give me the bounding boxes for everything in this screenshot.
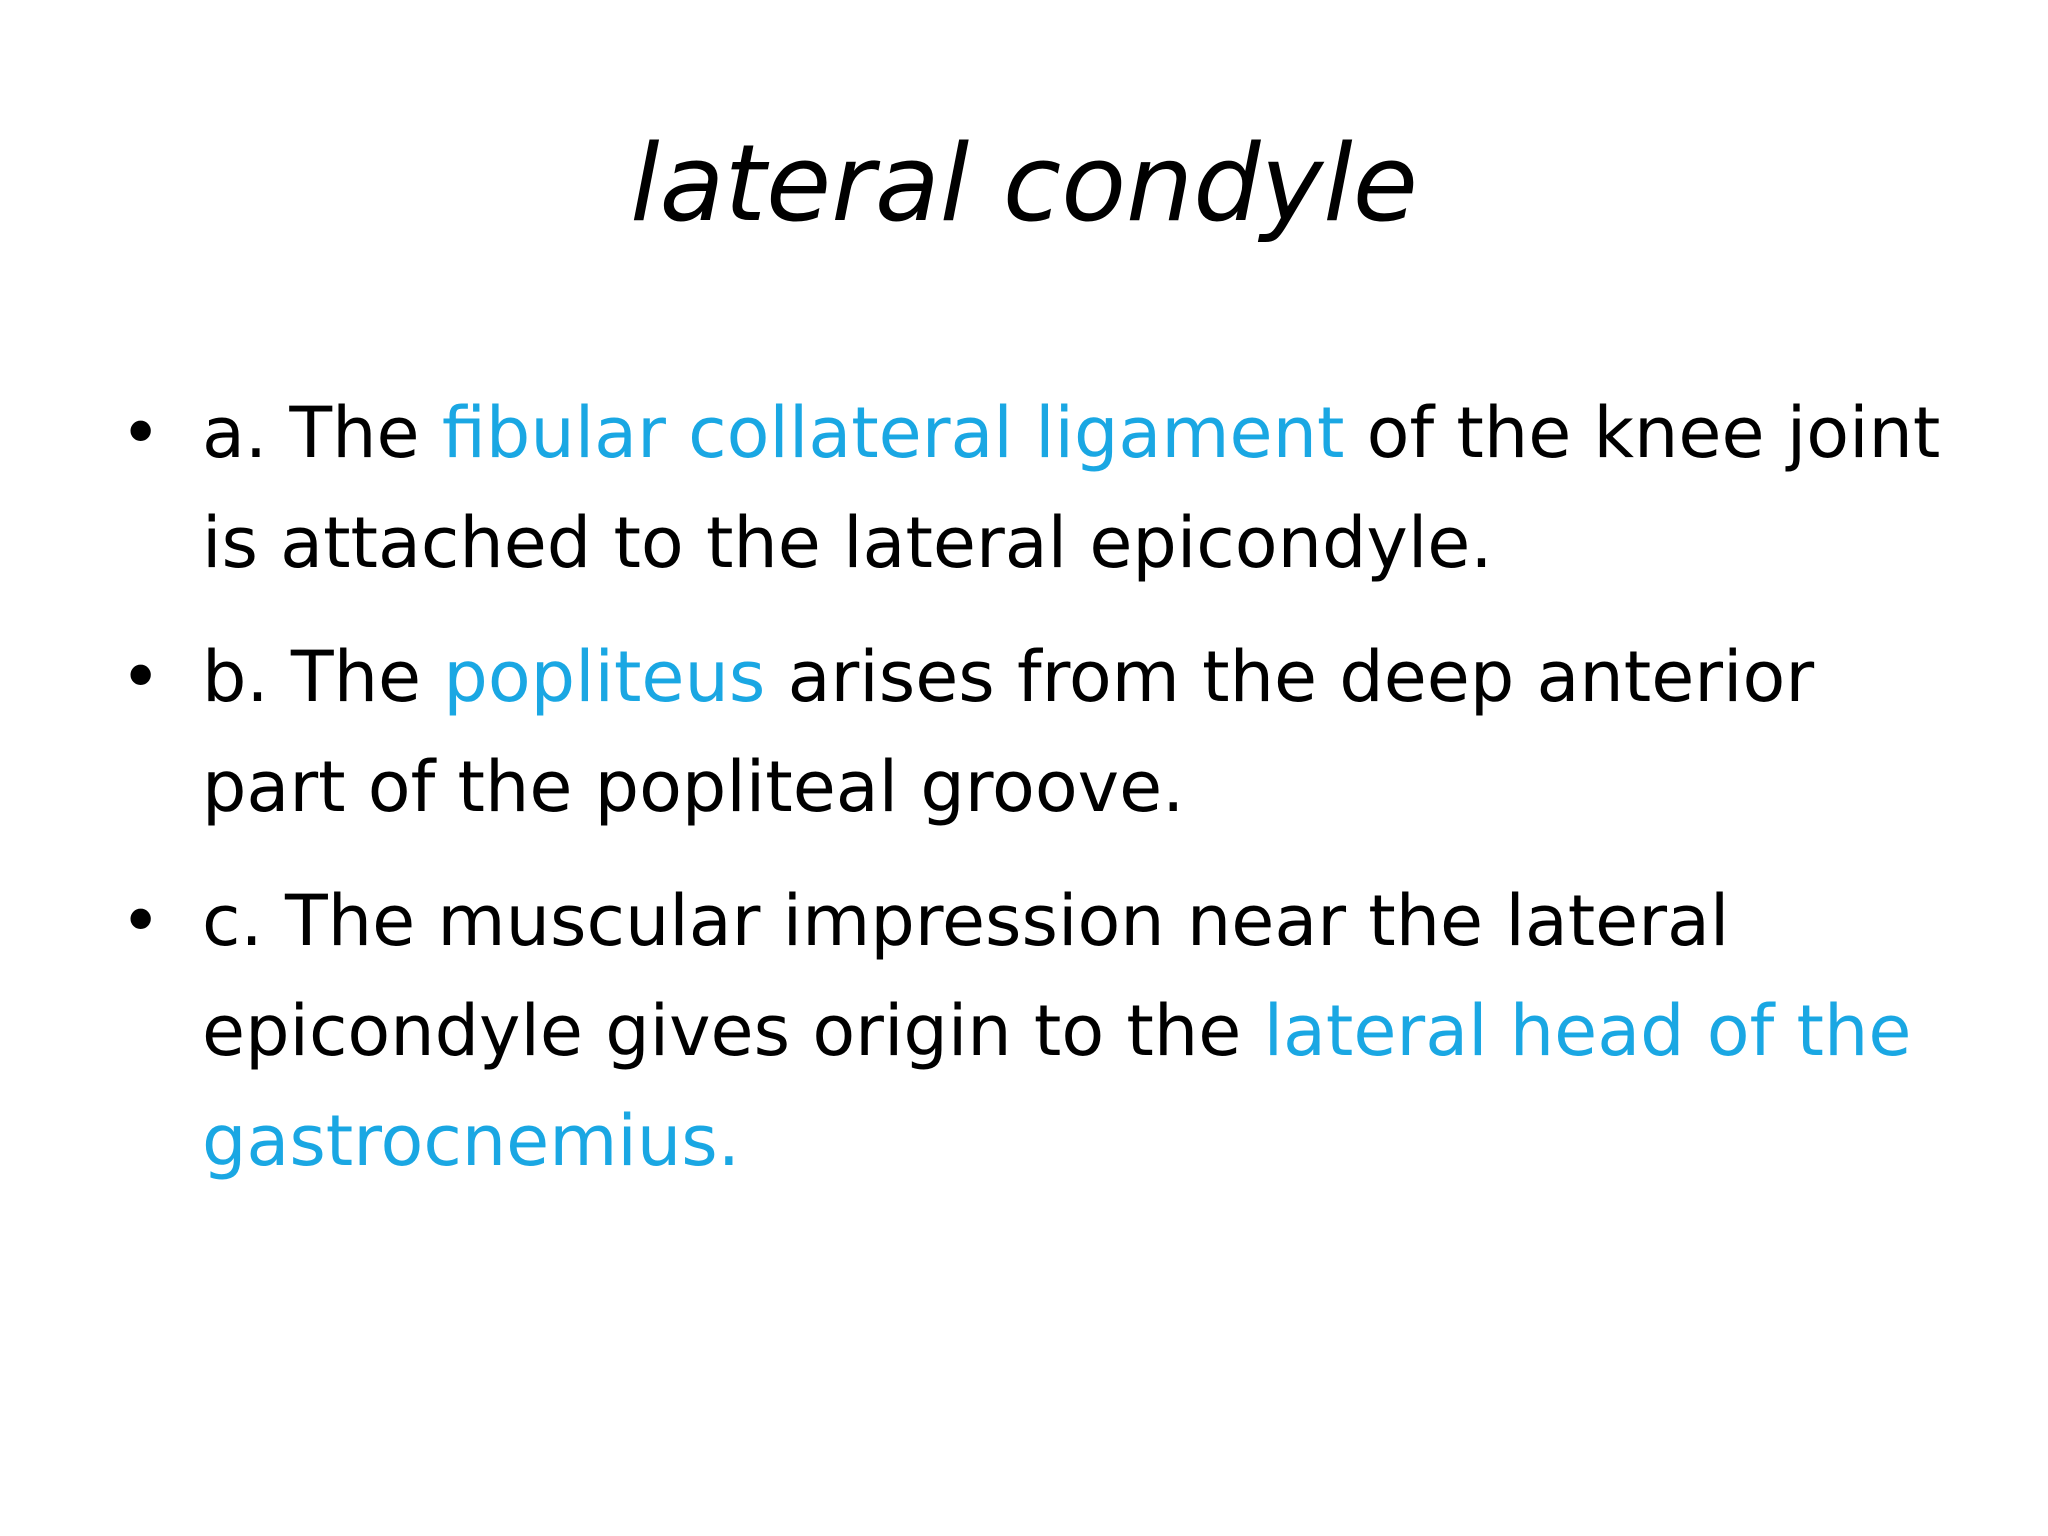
- bullet-dot-icon: •: [120, 636, 162, 718]
- bullet-dot-icon: •: [120, 392, 162, 474]
- bullet-text-segment: of the knee joint is attached to the lateral epicondyle.: [202, 392, 1941, 584]
- bullet-list: [120, 378, 1950, 1220]
- bullet-text-segment: b. The: [202, 636, 444, 718]
- slide-title: lateral condyle: [630, 122, 1418, 245]
- bullet-item: [120, 378, 1950, 598]
- bullet-item: [120, 622, 1950, 842]
- highlighted-term: fibular collateral ligament: [441, 392, 1345, 474]
- bullet-dot-icon: •: [120, 880, 162, 962]
- bullet-item: [120, 866, 1950, 1196]
- bullet-text-segment: a. The: [202, 392, 442, 474]
- highlighted-term: lateral head of the gastrocnemius.: [202, 990, 1912, 1182]
- bullet-text-segment: arises from the deep anterior part of the popliteal groove.: [202, 636, 1815, 828]
- bullet-text-segment: c. The muscular impression near the lateral epicondyle gives origin to the: [202, 880, 1730, 1072]
- highlighted-term: popliteus: [443, 636, 766, 718]
